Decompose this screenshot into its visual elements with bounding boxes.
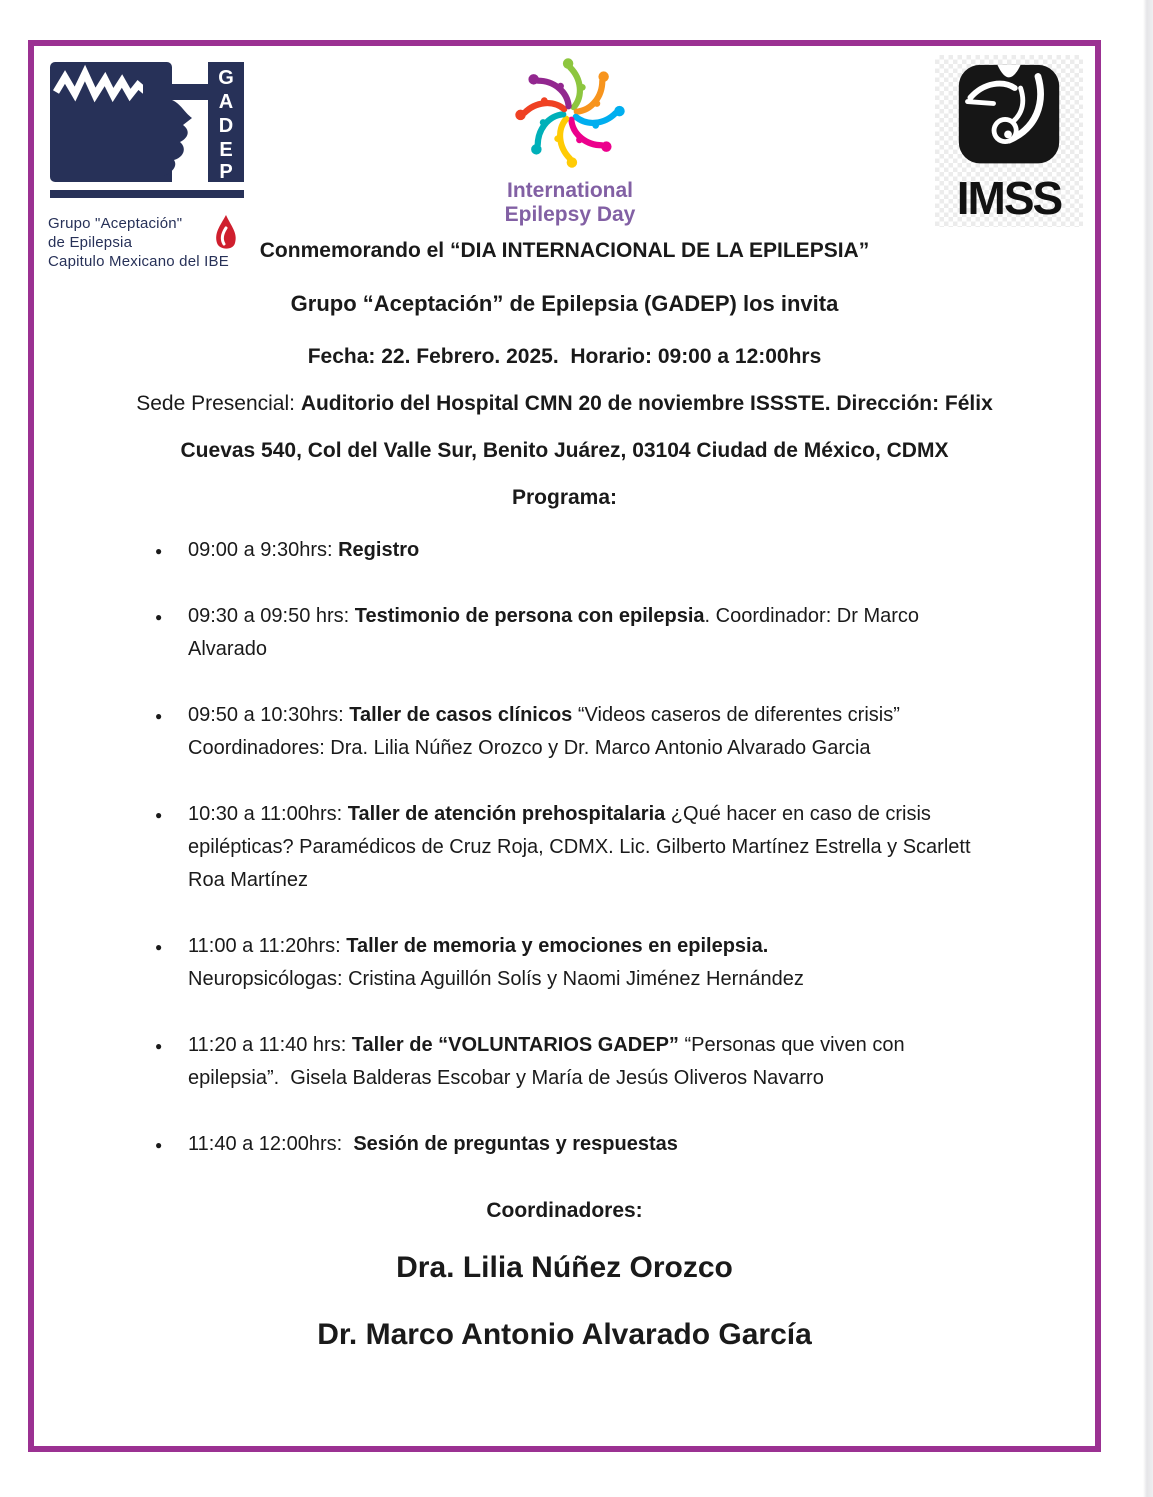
venue-line-2: Cuevas 540, Col del Valle Sur, Benito Juárez, 03104 Ciudad de México, CDMX xyxy=(180,439,949,462)
program-item-text: 09:50 a 10:30hrs: xyxy=(188,704,350,726)
gadep-letter: E xyxy=(219,139,233,161)
program-item xyxy=(155,1128,998,1161)
program-title: Programa: xyxy=(511,486,618,509)
epilepsy-day-line1: International xyxy=(506,179,633,202)
program-item xyxy=(155,798,998,897)
program-item-bold: Testimonio de persona con epilepsia xyxy=(354,605,705,627)
program-item-text: “Videos caseros de diferentes crisis” Coordinadores: Dra. Lilia Núñez Orozco y Dr. Marco Antonio Alvarado Garcia xyxy=(188,704,900,759)
program-item-text: 11:20 a 11:40 hrs: xyxy=(188,1034,352,1056)
program-item-bold: Taller de casos clínicos xyxy=(349,704,573,726)
coordinators-section xyxy=(34,1194,1095,1355)
program-item-bold: Registro xyxy=(338,539,420,561)
program-item-text: 11:40 a 12:00hrs: xyxy=(188,1133,354,1155)
gadep-caption-line: de Epilepsia xyxy=(48,234,133,251)
gadep-letter: D xyxy=(218,115,234,137)
gadep-letter: P xyxy=(219,161,233,183)
program-item xyxy=(155,1029,998,1095)
venue-line-1 xyxy=(34,387,1095,420)
headline-commemoration: Conmemorando el “DIA INTERNACIONAL DE LA EPILEPSIA” xyxy=(259,239,870,262)
program-item-text: 09:30 a 09:50 hrs: xyxy=(188,605,355,627)
program-item-text: Neuropsicólogas: Cristina Aguillón Solís y Naomi Jiménez Hernández xyxy=(188,968,804,990)
program-item xyxy=(155,534,998,567)
gadep-caption-line: Grupo "Aceptación" xyxy=(48,215,183,232)
imss-wordmark: IMSS xyxy=(956,172,1062,224)
coordinator-name-1: Dra. Lilia Núñez Orozco xyxy=(396,1251,733,1284)
program-item xyxy=(155,699,998,765)
program-item-text: ¿Qué hacer en caso de crisis epilépticas? Paramédicos de Cruz Roja, CDMX. Lic. Gilberto Martínez Estrella y Scarlett Roa Martínez xyxy=(188,803,971,891)
headline-invitation: Grupo “Aceptación” de Epilepsia (GADEP) los invita xyxy=(290,291,839,316)
program-item xyxy=(155,600,998,666)
program-item xyxy=(155,930,998,996)
program-list xyxy=(155,534,1005,1161)
purple-frame xyxy=(28,40,1101,1452)
flyer-content xyxy=(34,46,1095,1382)
program-item-text: 11:00 a 11:20hrs: xyxy=(188,935,347,957)
program-item-bold: Taller de “VOLUNTARIOS GADEP” xyxy=(351,1034,679,1056)
gadep-caption-line: Capitulo Mexicano del IBE xyxy=(48,253,229,270)
gadep-letter: G xyxy=(218,67,234,89)
coordinators-label: Coordinadores: xyxy=(486,1199,643,1222)
program-item-bold: Taller de atención prehospitalaria xyxy=(347,803,666,825)
epilepsy-day-line2: Epilepsy Day xyxy=(504,203,636,226)
coordinator-name-2: Dr. Marco Antonio Alvarado García xyxy=(317,1318,812,1351)
gadep-letter: A xyxy=(218,91,234,113)
program-item-text: 09:00 a 9:30hrs: xyxy=(188,539,339,561)
program-item-bold: Sesión de preguntas y respuestas xyxy=(353,1133,678,1155)
program-item-text: “Personas que viven con epilepsia”. Gisela Balderas Escobar y María de Jesús Oliveros Navarro xyxy=(188,1034,905,1089)
venue-prefix: Sede Presencial: xyxy=(136,392,301,415)
program-item-bold: Taller de memoria y emociones en epilepsia. xyxy=(346,935,769,957)
program-item-text: . Coordinador: Dr Marco Alvarado xyxy=(188,605,920,660)
date-time-line: Fecha: 22. Febrero. 2025. Horario: 09:00 a 12:00hrs xyxy=(307,345,822,368)
page-edge-shadow xyxy=(1143,0,1153,1497)
venue-bold-1: Auditorio del Hospital CMN 20 de noviembre ISSSTE. Dirección: Félix xyxy=(300,392,993,415)
program-item-text: 10:30 a 11:00hrs: xyxy=(188,803,348,825)
